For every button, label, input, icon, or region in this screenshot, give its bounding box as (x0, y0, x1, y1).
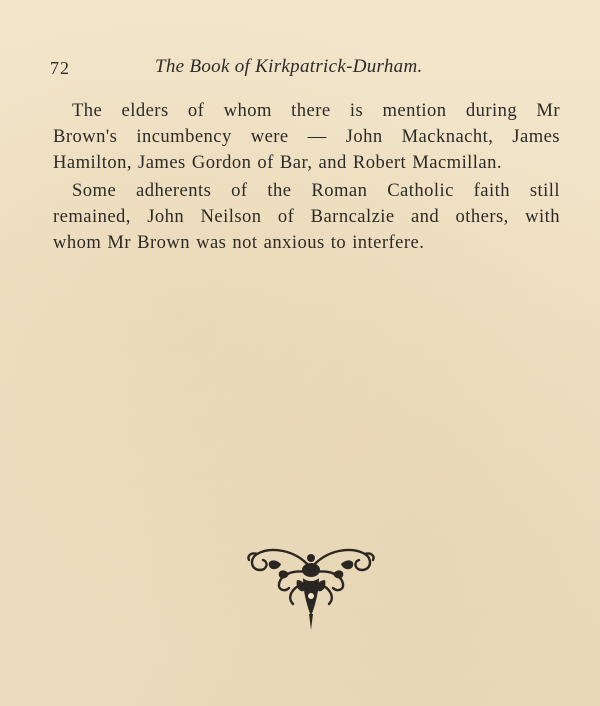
paragraph-line: Hamilton, James Gordon of Bar, and Robert Macmillan. (53, 152, 502, 173)
paragraph-line: Brown's incumbency were — John Macknacht, James (53, 126, 560, 147)
paragraph-line: The elders of whom there is mention during Mr (72, 100, 560, 121)
paragraph-catholic-adherents (53, 178, 560, 256)
paragraph-line: Some adherents of the Roman Catholic faith still (72, 180, 560, 201)
paragraph-line: whom Mr Brown was not anxious to interfere. (53, 232, 425, 253)
paragraph-line: remained, John Neilson of Barncalzie and others, with (53, 206, 560, 227)
tailpiece-ornament-icon (245, 544, 377, 632)
paragraph-elders (53, 98, 560, 176)
running-head: The Book of Kirkpatrick-Durham. (155, 56, 423, 77)
page-number: 72 (50, 58, 70, 78)
